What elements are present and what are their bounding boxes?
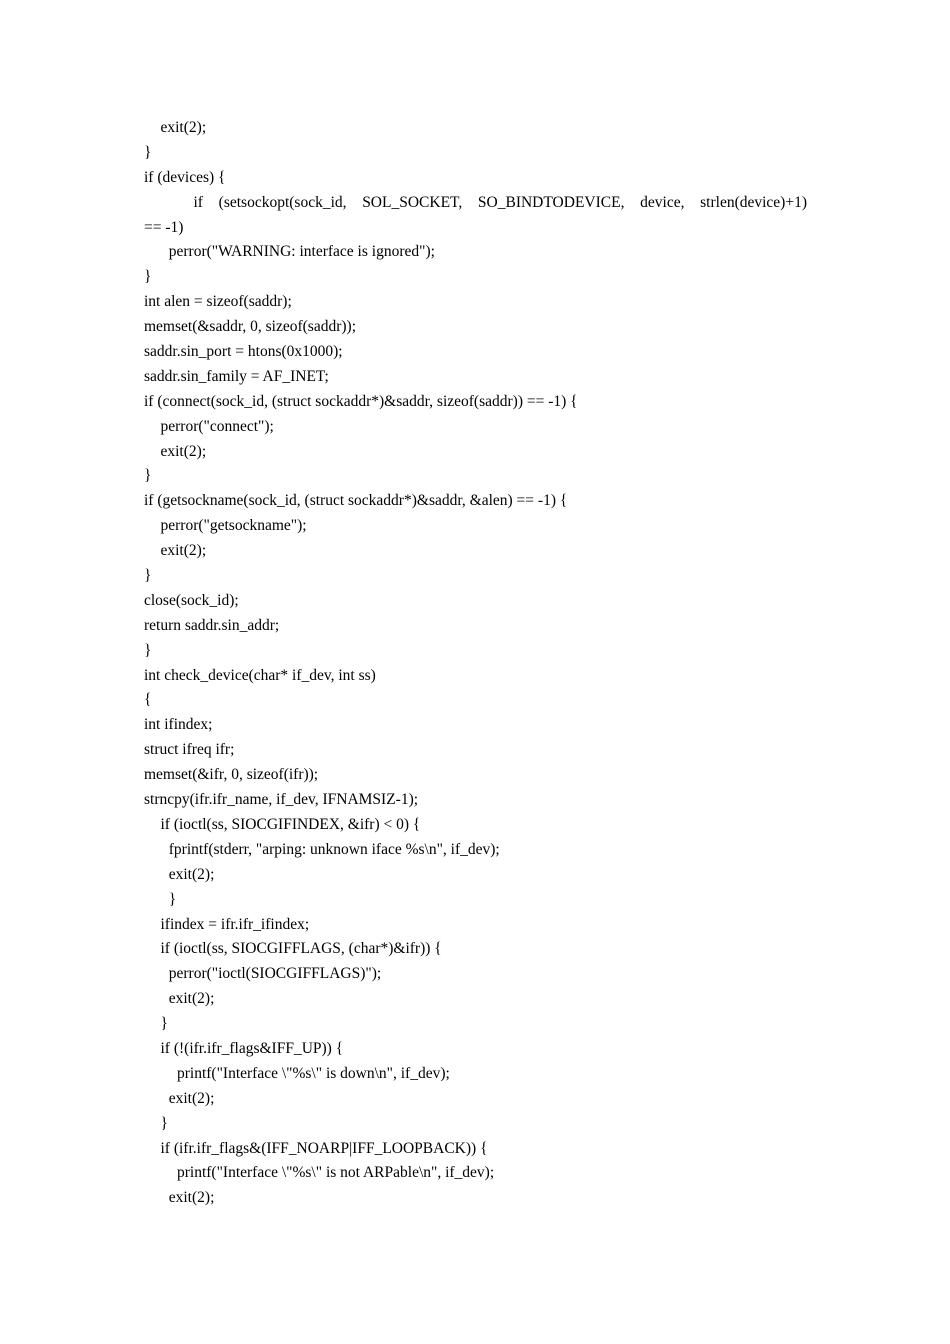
- code-line: printf("Interface \"%s\" is not ARPable\n", if_dev);: [177, 1164, 495, 1182]
- code-line: exit(2);: [160, 442, 207, 460]
- code-line: if (setsockopt(sock_id, SOL_SOCKET, SO_BINDTODEVICE, device, strlen(device)+1): [193, 193, 807, 211]
- code-line: if (ioctl(ss, SIOCGIFFLAGS, (char*)&ifr)) {: [160, 940, 442, 958]
- code-line: }: [144, 467, 152, 485]
- code-line: saddr.sin_family = AF_INET;: [144, 367, 329, 385]
- code-line: if (getsockname(sock_id, (struct sockaddr*)&saddr, &alen) == -1) {: [144, 492, 568, 510]
- code-line: fprintf(stderr, "arping: unknown iface %s\n", if_dev);: [168, 840, 500, 858]
- code-line: }: [144, 268, 152, 286]
- code-line: perror("ioctl(SIOCGIFFLAGS)");: [168, 965, 382, 983]
- code-line: {: [144, 691, 152, 709]
- code-line: memset(&ifr, 0, sizeof(ifr));: [144, 766, 319, 784]
- code-line: exit(2);: [168, 1089, 215, 1107]
- code-line: perror("getsockname");: [160, 517, 307, 535]
- code-line: exit(2);: [168, 865, 215, 883]
- code-line: int alen = sizeof(saddr);: [144, 293, 292, 311]
- code-line: }: [168, 890, 177, 908]
- code-line: saddr.sin_port = htons(0x1000);: [144, 343, 343, 361]
- code-line: }: [144, 143, 152, 161]
- code-line: printf("Interface \"%s\" is down\n", if_dev);: [177, 1064, 450, 1082]
- code-line: exit(2);: [168, 990, 215, 1008]
- code-line: if (!(ifr.ifr_flags&IFF_UP)) {: [160, 1039, 344, 1057]
- code-line: }: [160, 1114, 168, 1132]
- code-line: == -1): [144, 218, 184, 236]
- code-line: }: [144, 567, 152, 585]
- code-line: perror("connect");: [160, 417, 274, 435]
- code-line: if (ioctl(ss, SIOCGIFINDEX, &ifr) < 0) {: [160, 815, 421, 833]
- code-line: if (devices) {: [144, 168, 226, 186]
- code-line: perror("WARNING: interface is ignored");: [168, 243, 435, 261]
- code-line: return saddr.sin_addr;: [144, 616, 280, 634]
- code-line: exit(2);: [168, 1189, 215, 1207]
- code-line: strncpy(ifr.ifr_name, if_dev, IFNAMSIZ-1);: [144, 791, 419, 809]
- code-line: exit(2);: [160, 119, 207, 136]
- code-line: if (ifr.ifr_flags&(IFF_NOARP|IFF_LOOPBACK)) {: [160, 1139, 488, 1157]
- code-listing: [144, 116, 824, 1211]
- code-line: }: [160, 1015, 168, 1033]
- code-line: memset(&saddr, 0, sizeof(saddr));: [144, 318, 357, 336]
- code-line: exit(2);: [160, 542, 207, 560]
- code-line: if (connect(sock_id, (struct sockaddr*)&saddr, sizeof(saddr)) == -1) {: [144, 392, 578, 410]
- code-line: ifindex = ifr.ifr_ifindex;: [160, 915, 310, 933]
- code-line: int check_device(char* if_dev, int ss): [144, 666, 376, 684]
- code-line: close(sock_id);: [144, 591, 239, 609]
- code-line: int ifindex;: [144, 716, 213, 734]
- code-line: struct ifreq ifr;: [144, 741, 235, 759]
- code-line: }: [144, 641, 152, 659]
